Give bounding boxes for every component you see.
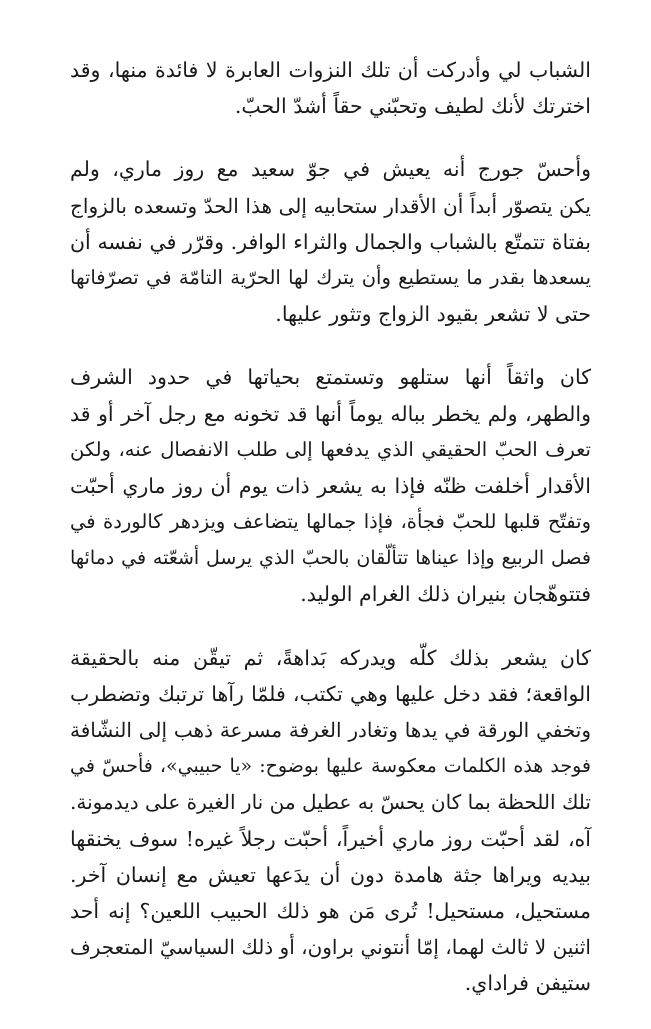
text-line: كان واثقاً أنها ستلهو وتستمتع بحياتها في حدود الشرف	[70, 365, 591, 390]
text-line: تلك اللحظة بما كان يحسّ به عطيل من نار الغيرة على ديدمونة.	[70, 790, 591, 815]
text-line: تعرف الحبّ الحقيقي الذي يدفعها إلى طلب الانفصال عنه، ولكن	[70, 437, 591, 461]
text-line: وأحسّ جورج أنه يعيش في جوّ سعيد مع روز ماري، ولم	[70, 157, 591, 182]
text-line: اخترتك لأنك لطيف وتحبّني حقاً أشدّ الحبّ.	[234, 94, 591, 119]
text-line: آه، لقد أحبّت روز ماري أخيراً، أحبّت رجلاً غيره! سوف يخنقها	[70, 826, 591, 851]
text-line: الواقعة؛ فقد دخل عليها وهي تكتب، فلمّا رآها ترتبك وتضطرب	[70, 681, 591, 706]
text-line: ستيفن فراداي.	[464, 971, 591, 996]
text-line: بيديه ويراها جثة هامدة دون أن يدَعها تعيش مع إنسان آخر.	[70, 862, 591, 887]
paragraph-3	[70, 359, 591, 612]
paragraph-4	[70, 640, 591, 1002]
text-line: بفتاة تتمتّع بالشباب والجمال والثراء الوافر. وقرّر في نفسه أن	[70, 229, 591, 254]
text-line: كان يشعر بذلك كلّه ويدركه بَداهةً، ثم تيقّن منه بالحقيقة	[70, 645, 591, 670]
text-line: حتى لا تشعر بقيود الزواج وتثور عليها.	[275, 302, 591, 327]
paragraph-1	[70, 52, 591, 124]
text-line: يكن يتصوّر أبداً أن الأقدار ستحابيه إلى هذا الحدّ وتسعده بالزواج	[70, 193, 591, 218]
paragraph-2	[70, 151, 591, 332]
book-page	[70, 52, 591, 1029]
text-line: يسعدها بقدر ما يستطيع وأن يترك لها الحرّية التامّة في تصرّفاتها	[70, 265, 591, 289]
text-line: فصل الربيع وإذا عيناها تتألّقان بالحبّ الذي يرسل أشعّته في دمائها	[70, 547, 591, 570]
text-line: الشباب لي وأدركت أن تلك النزوات العابرة لا فائدة منها، وقد	[70, 58, 591, 82]
text-line: الأقدار أخلفت ظنّه فإذا به يشعر ذات يوم أن روز ماري أحبّت	[70, 473, 591, 498]
text-line: فتتوهّجان بنيران ذلك الغرام الوليد.	[300, 582, 591, 607]
text-line: وتفتّح قلبها للحبّ فجأة، فإذا جمالها يتضاعف ويزدهر كالوردة في	[70, 510, 591, 534]
text-line: مستحيل، مستحيل! تُرى مَن هو ذلك الحبيب اللعين؟ إنه أحد	[70, 898, 591, 923]
text-line: فوجد هذه الكلمات معكوسة عليها بوضوح: «يا حبيبي»، فأحسّ في	[70, 755, 591, 778]
text-line: والطهر، ولم يخطر بباله يوماً أنها قد تخونه مع رجل آخر أو قد	[70, 401, 591, 426]
text-line: وتخفي الورقة في يدها وتغادر الغرفة مسرعة ذهب إلى النشّافة	[70, 718, 591, 742]
text-line: اثنين لا ثالث لهما، إمّا أنتوني براون، أو ذلك السياسيّ المتعجرف	[70, 935, 591, 960]
